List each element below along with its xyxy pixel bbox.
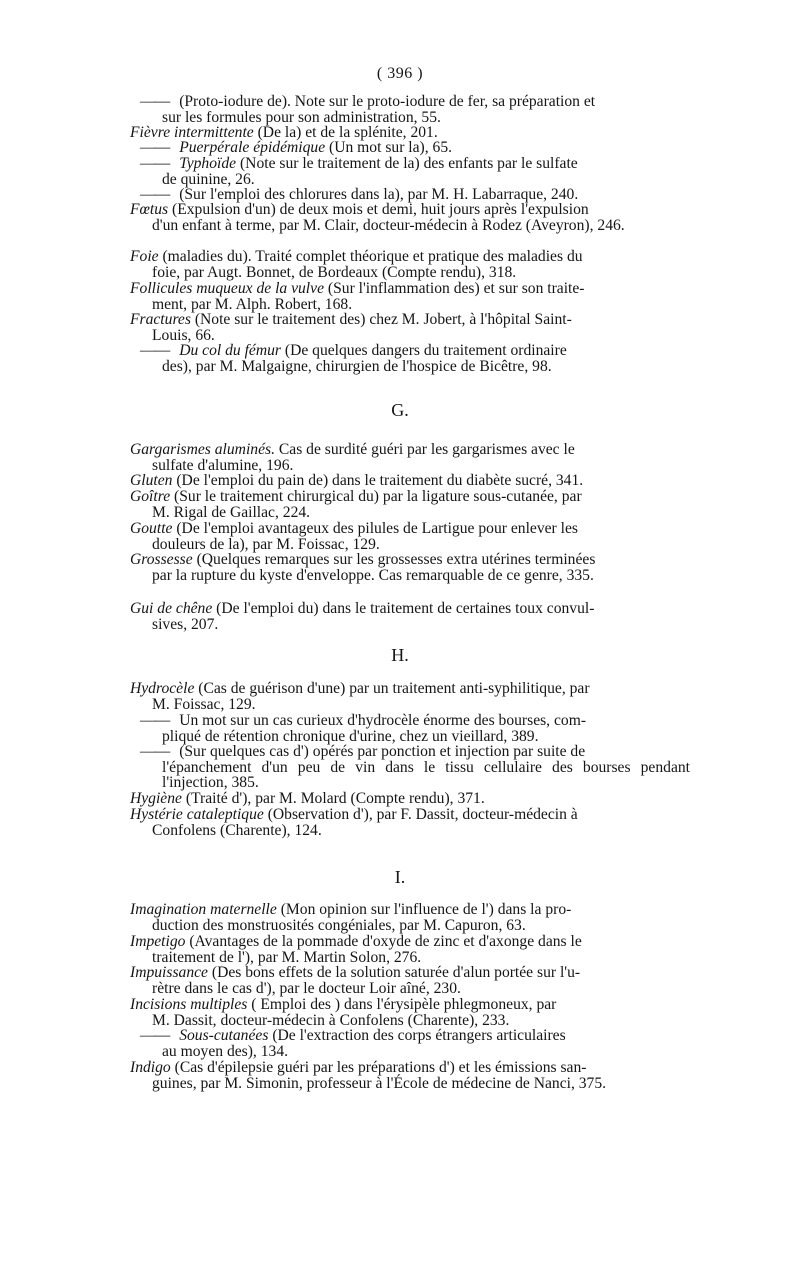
index-entry bbox=[130, 312, 690, 343]
entry-heading: Gargarismes aluminés. bbox=[130, 441, 275, 458]
entry-text: (Note sur le traitement des) chez M. Jobert, à l'hôpital Saint- bbox=[194, 311, 572, 328]
entry-heading: Puerpérale épidémique bbox=[179, 139, 326, 156]
index-entry bbox=[140, 140, 690, 156]
entry-heading: Gui de chêne bbox=[130, 600, 213, 617]
entry-heading: Hydrocèle bbox=[130, 680, 195, 697]
entry-text: (Des bons effets de la solution saturée d'alun portée sur l'u- bbox=[211, 964, 581, 981]
entry-continuation: des), par M. Malgaigne, chirurgien de l'hospice de Bicêtre, 98. bbox=[162, 357, 552, 375]
index-entry bbox=[130, 1060, 690, 1091]
entry-text: (De la) et de la splénite, 201. bbox=[257, 124, 438, 141]
index-entry bbox=[130, 965, 690, 996]
index-entry bbox=[130, 521, 690, 552]
entry-continuation: d'un enfant à terme, par M. Clair, docteur-médecin à Rodez (Aveyron), 246. bbox=[152, 216, 625, 234]
entry-heading: Du col du fémur bbox=[179, 342, 281, 359]
ditto-dash: —— bbox=[140, 743, 170, 760]
entry-text: (Cas de guérison d'une) par un traitement anti-syphilitique, par bbox=[198, 680, 590, 697]
index-entry bbox=[130, 681, 690, 712]
ditto-dash: —— bbox=[140, 342, 170, 359]
entry-heading: Fœtus bbox=[130, 201, 169, 218]
entry-continuation: au moyen des), 134. bbox=[162, 1042, 289, 1060]
entry-text: (Observation d'), par F. Dassit, docteur-médecin à bbox=[267, 806, 578, 823]
entry-continuation: M. Rigal de Gaillac, 224. bbox=[152, 503, 311, 521]
entry-text: (Expulsion d'un) de deux mois et demi, huit jours après l'expulsion bbox=[172, 201, 589, 218]
entry-heading: Hystérie cataleptique bbox=[130, 806, 264, 823]
index-entry bbox=[140, 744, 690, 791]
entry-text: (Cas d'épilepsie guéri par les préparations d') et les émissions san- bbox=[174, 1059, 587, 1076]
entry-text: (De l'extraction des corps étrangers articulaires bbox=[272, 1027, 566, 1044]
entry-continuation: sur les formules pour son administration, 55. bbox=[162, 108, 441, 126]
index-entry bbox=[130, 552, 690, 583]
entry-continuation: Confolens (Charente), 124. bbox=[152, 821, 322, 839]
entry-heading: Follicules muqueux de la vulve bbox=[130, 280, 324, 297]
index-entry bbox=[140, 1028, 690, 1059]
entry-heading: Fièvre intermittente bbox=[130, 124, 254, 141]
section-letter: G. bbox=[391, 400, 409, 420]
entry-heading: Hygiène bbox=[130, 790, 182, 807]
entry-text: (Sur l'emploi des chlorures dans la), par M. H. Labarraque, 240. bbox=[179, 186, 579, 203]
entry-text: (De quelques dangers du traitement ordinaire bbox=[284, 342, 567, 359]
entry-text: (Note sur le traitement de la) des enfants par le sulfate bbox=[239, 155, 578, 172]
entry-continuation: pliqué de rétention chronique d'urine, chez un vieillard, 389. bbox=[162, 727, 539, 745]
entry-text: (Un mot sur la), 65. bbox=[329, 139, 453, 156]
entry-continuation: guines, par M. Simonin, professeur à l'École de médecine de Nanci, 375. bbox=[152, 1074, 607, 1092]
entry-text: (Proto-iodure de). Note sur le proto-iodure de fer, sa préparation et bbox=[179, 93, 596, 110]
index-entry bbox=[130, 442, 690, 473]
entry-continuation: sives, 207. bbox=[152, 615, 219, 633]
entry-text: ( Emploi des ) dans l'érysipèle phlegmoneux, par bbox=[251, 996, 557, 1013]
entry-heading: Typhoïde bbox=[179, 155, 237, 172]
entry-text: (Mon opinion sur l'influence de l') dans la pro- bbox=[280, 901, 572, 918]
entry-text: (De l'emploi du) dans le traitement de certaines toux convul- bbox=[216, 600, 595, 617]
entry-heading: Goutte bbox=[130, 520, 173, 537]
entry-text: (Sur quelques cas d') opérés par ponction et injection par suite de bbox=[179, 743, 586, 760]
entry-text: (Sur l'inflammation des) et sur son traite- bbox=[327, 280, 585, 297]
entry-text: Un mot sur un cas curieux d'hydrocèle énorme des bourses, com- bbox=[179, 712, 587, 729]
entry-continuation: sulfate d'alumine, 196. bbox=[152, 456, 294, 474]
index-entry bbox=[130, 902, 690, 933]
entry-continuation: rètre dans le cas d'), par le docteur Loir aîné, 230. bbox=[152, 979, 461, 997]
ditto-dash: —— bbox=[140, 139, 170, 156]
entry-text: (De l'emploi du pain de) dans le traitement du diabète sucré, 341. bbox=[176, 472, 584, 489]
index-entry bbox=[140, 156, 690, 187]
entry-heading: Incisions multiples bbox=[130, 996, 248, 1013]
entry-heading: Foie bbox=[130, 248, 159, 265]
entry-text: (Avantages de la pommade d'oxyde de zinc et d'axonge dans le bbox=[189, 933, 582, 950]
entry-continuation: M. Foissac, 129. bbox=[152, 695, 256, 713]
entry-continuation: ment, par M. Alph. Robert, 168. bbox=[152, 295, 353, 313]
ditto-dash: —— bbox=[140, 186, 170, 203]
ditto-dash: —— bbox=[140, 1027, 170, 1044]
entry-text: Cas de surdité guéri par les gargarismes avec le bbox=[278, 441, 575, 458]
entry-heading: Goître bbox=[130, 488, 171, 505]
entry-text: (maladies du). Traité complet théorique et pratique des maladies du bbox=[162, 248, 583, 265]
entry-heading: Impuissance bbox=[130, 964, 208, 981]
entry-text: (Sur le traitement chirurgical du) par la ligature sous-cutanée, par bbox=[174, 488, 582, 505]
index-entry bbox=[130, 791, 690, 807]
page-number: ( 396 ) bbox=[376, 65, 424, 82]
index-entry bbox=[130, 473, 690, 489]
index-entry bbox=[130, 934, 690, 965]
index-entry bbox=[130, 601, 690, 632]
entry-continuation: par la rupture du kyste d'enveloppe. Cas remarquable de ce genre, 335. bbox=[152, 566, 594, 584]
ditto-dash: —— bbox=[140, 155, 170, 172]
entry-heading: Fractures bbox=[130, 311, 191, 328]
entry-text: (Quelques remarques sur les grossesses extra utérines terminées bbox=[196, 551, 596, 568]
entry-heading: Indigo bbox=[130, 1059, 171, 1076]
index-entry bbox=[130, 249, 690, 280]
entry-heading: Grossesse bbox=[130, 551, 193, 568]
section-letter: I. bbox=[394, 867, 406, 887]
entry-text: (Traité d'), par M. Molard (Compte rendu), 371. bbox=[185, 790, 485, 807]
index-entry bbox=[130, 997, 690, 1028]
ditto-dash: —— bbox=[140, 93, 170, 110]
ditto-dash: —— bbox=[140, 712, 170, 729]
entry-continuation: douleurs de la), par M. Foissac, 129. bbox=[152, 535, 380, 553]
index-entry bbox=[140, 94, 690, 125]
entry-continuation: Louis, 66. bbox=[152, 326, 215, 344]
index-entry bbox=[130, 281, 690, 312]
entry-text: (De l'emploi avantageux des pilules de Lartigue pour enlever les bbox=[176, 520, 578, 537]
index-entry bbox=[130, 807, 690, 838]
index-entry bbox=[130, 489, 690, 520]
entry-continuation: M. Dassit, docteur-médecin à Confolens (Charente), 233. bbox=[152, 1011, 510, 1029]
index-entry bbox=[130, 202, 690, 233]
entry-continuation: duction des monstruosités congéniales, par M. Capuron, 63. bbox=[152, 916, 526, 934]
entry-heading: Impetigo bbox=[130, 933, 186, 950]
entry-heading: Imagination maternelle bbox=[130, 901, 277, 918]
entry-continuation: traitement de l'), par M. Martin Solon, 276. bbox=[152, 948, 422, 966]
entry-continuation: l'épanchement d'un peu de vin dans le tissu cellulaire des bourses pendant l'injection, 385. bbox=[162, 758, 690, 792]
entry-continuation: foie, par Augt. Bonnet, de Bordeaux (Compte rendu), 318. bbox=[152, 263, 517, 281]
section-letter: H. bbox=[391, 645, 409, 665]
entry-heading: Sous-cutanées bbox=[179, 1027, 269, 1044]
entry-heading: Gluten bbox=[130, 472, 173, 489]
entry-continuation: de quinine, 26. bbox=[162, 170, 255, 188]
index-entry bbox=[140, 343, 690, 374]
index-entry bbox=[140, 713, 690, 744]
